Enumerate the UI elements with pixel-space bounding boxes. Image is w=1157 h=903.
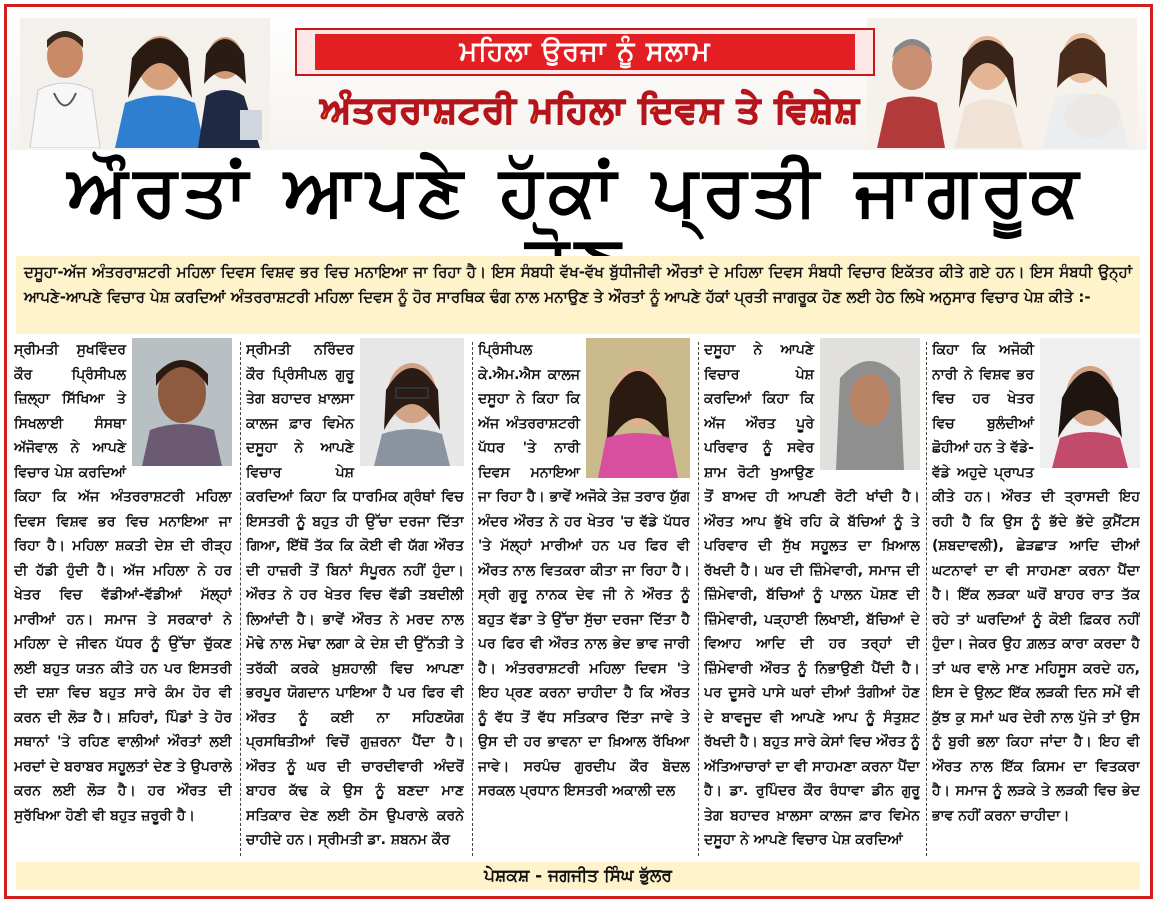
headline: ਔਰਤਾਂ ਆਪਣੇ ਹੱਕਾਂ ਪ੍ਰਤੀ ਜਾਗਰੂਕ bbox=[67, 150, 1085, 232]
column-1-text: ਸ੍ਰੀਮਤੀ ਸੁਖਵਿੰਦਰ ਕੌਰ ਪ੍ਰਿੰਸੀਪਲ ਜ਼ਿਲ੍ਹਾ ਸਿੱਖਿਆ ਤੇ ਸਿਖਲਾਈ ਸੰਸਥਾ ਅੱਜੋਵਾਲ ਨੇ ਆਪਣੇ ਵਿਚਾਰ ਪੇਸ਼ ਕਰਦਿਆਂ ਕਿਹਾ ਕਿ ਅੱਜ ਅੰਤਰਰਾਸ਼ਟਰੀ ਮਹਿਲਾ ਦਿਵਸ ਵਿਸ਼ਵ ਭਰ ਵਿਚ ਮਨਾਇਆ ਜਾ ਰਿਹਾ ਹੈ। ਮਹਿਲਾ ਸ਼ਕਤੀ ਦੇਸ਼ ਦੀ ਰੀੜ੍ਹ ਦੀ ਹੱਡੀ ਹੁੰਦੀ ਹੈ। ਅੱਜ ਮਹਿਲਾ ਨੇ ਹਰ ਖੇਤਰ ਵਿਚ ਵੱਡੀਆਂ-ਵੱਡੀਆਂ ਮੱਲ੍ਹਾਂ ਮਾਰੀਆਂ ਹਨ। ਸਮਾਜ ਤੇ ਸਰਕਾਰਾਂ ਨੇ ਮਹਿਲਾ ਦੇ ਜੀਵਨ ਪੱਧਰ ਨੂੰ ਉੱਚਾ ਚੁੱਕਣ ਲਈ ਬਹੁਤ ਯਤਨ ਕੀਤੇ ਹਨ ਪਰ ਇਸਤਰੀ ਦੀ ਦਸ਼ਾ ਵਿਚ ਬਹੁਤ ਸਾਰੇ ਕੰਮ ਹੋਰ ਵੀ ਕਰਨ ਦੀ ਲੋੜ ਹੈ। ਸ਼ਹਿਰਾਂ, ਪਿੰਡਾਂ ਤੇ ਹੋਰ ਸਥਾਨਾਂ 'ਤੇ ਰਹਿਣ ਵਾਲੀਆਂ ਔਰਤਾਂ ਲਈ ਮਰਦਾਂ ਦੇ ਬਰਾਬਰ ਸਹੂਲਤਾਂ ਦੇਣ ਤੇ ਉਪਰਾਲੇ ਕਰਨ ਲਈ ਲੋੜ ਹੈ। ਹਰ ਔਰਤ ਦੀ ਸੁਰੱਖਿਆ ਹੋਣੀ ਵੀ ਬਹੁਤ ਜ਼ਰੂਰੀ ਹੈ। bbox=[14, 342, 232, 824]
portrait-photo bbox=[586, 338, 690, 478]
column-5-text: ਕਿਹਾ ਕਿ ਅਜੋਕੀ ਨਾਰੀ ਨੇ ਵਿਸ਼ਵ ਭਰ ਵਿਚ ਹਰ ਖੇਤਰ ਵਿਚ ਬੁਲੰਦੀਆਂ ਛੋਹੀਆਂ ਹਨ ਤੇ ਵੱਡੇ-ਵੱਡੇ ਅਹੁਦੇ ਪ੍ਰਾਪਤ ਕੀਤੇ ਹਨ। ਔਰਤ ਦੀ ਤ੍ਰਾਸਦੀ ਇਹ ਰਹੀ ਹੈ ਕਿ ਉਸ ਨੂੰ ਭੱਦੇ ਭੱਦੇ ਕੁਮੈਂਟਸ (ਸ਼ਬਦਾਵਲੀ), ਛੇੜਛਾੜ ਆਦਿ ਦੀਆਂ ਘਟਨਾਵਾਂ ਦਾ ਵੀ ਸਾਹਮਣਾ ਕਰਨਾ ਪੈਂਦਾ ਹੈ। ਇੱਕ ਲੜਕਾ ਘਰੋਂ ਬਾਹਰ ਰਾਤ ਤੱਕ ਰਹੇ ਤਾਂ ਘਰਦਿਆਂ ਨੂੰ ਕੋਈ ਫ਼ਿਕਰ ਨਹੀਂ ਹੁੰਦਾ। ਜੇਕਰ ਉਹ ਗ਼ਲਤ ਕਾਰਾ ਕਰਦਾ ਹੈ ਤਾਂ ਘਰ ਵਾਲੇ ਮਾਣ ਮਹਿਸੂਸ ਕਰਦੇ ਹਨ, ਇਸ ਦੇ ਉਲਟ ਇੱਕ ਲੜਕੀ ਦਿਨ ਸਮੇਂ ਵੀ ਕੁੱਝ ਕੁ ਸਮਾਂ ਘਰ ਦੇਰੀ ਨਾਲ ਪੁੱਜੇ ਤਾਂ ਉਸ ਨੂੰ ਬੁਰੀ ਭਲਾ ਕਿਹਾ ਜਾਂਦਾ ਹੈ। ਇਹ ਵੀ ਔਰਤ ਨਾਲ ਇੱਕ ਕਿਸਮ ਦਾ ਵਿਤਕਰਾ ਹੈ। ਸਮਾਜ ਨੂੰ ਲੜਕੇ ਤੇ ਲੜਕੀ ਵਿਚ ਭੇਦ ਭਾਵ ਨਹੀਂ ਕਰਨਾ ਚਾਹੀਦਾ। bbox=[932, 342, 1140, 824]
banner-title-box bbox=[295, 28, 875, 76]
article-columns bbox=[14, 338, 1140, 860]
banner-title: ਮਹਿਲਾ ਉਰਜਾ ਨੂੰ ਸਲਾਮ bbox=[315, 34, 855, 70]
portrait-photo bbox=[1040, 338, 1140, 468]
portrait-photo bbox=[820, 338, 920, 470]
column-divider bbox=[926, 342, 927, 856]
mother-baby-photo bbox=[867, 18, 1137, 148]
banner bbox=[10, 10, 1147, 150]
column-3 bbox=[478, 338, 690, 860]
column-3-text: ਪ੍ਰਿੰਸੀਪਲ ਕੇ.ਐਮ.ਐਸ ਕਾਲਜ ਦਸੂਹਾ ਨੇ ਕਿਹਾ ਕਿ ਅੱਜ ਅੰਤਰਰਾਸ਼ਟਰੀ ਪੱਧਰ 'ਤੇ ਨਾਰੀ ਦਿਵਸ ਮਨਾਇਆ ਜਾ ਰਿਹਾ ਹੈ। ਭਾਵੇਂ ਅਜੋਕੇ ਤੇਜ਼ ਤਰਾਰ ਯੁੱਗ ਅੰਦਰ ਔਰਤ ਨੇ ਹਰ ਖੇਤਰ 'ਚ ਵੱਡੇ ਪੱਧਰ 'ਤੇ ਮੱਲ੍ਹਾਂ ਮਾਰੀਆਂ ਹਨ ਪਰ ਫਿਰ ਵੀ ਔਰਤ ਨਾਲ ਵਿਤਕਰਾ ਕੀਤਾ ਜਾ ਰਿਹਾ ਹੈ। ਸ੍ਰੀ ਗੁਰੂ ਨਾਨਕ ਦੇਵ ਜੀ ਨੇ ਔਰਤ ਨੂੰ ਬਹੁਤ ਵੱਡਾ ਤੇ ਉੱਚਾ ਸੁੱਚਾ ਦਰਜਾ ਦਿੱਤਾ ਹੈ ਪਰ ਫਿਰ ਵੀ ਔਰਤ ਨਾਲ ਭੇਦ ਭਾਵ ਜਾਰੀ ਹੈ। ਅੰਤਰਰਾਸ਼ਟਰੀ ਮਹਿਲਾ ਦਿਵਸ 'ਤੇ ਇਹ ਪ੍ਰਣ ਕਰਨਾ ਚਾਹੀਦਾ ਹੈ ਕਿ ਔਰਤ ਨੂੰ ਵੱਧ ਤੋਂ ਵੱਧ ਸਤਿਕਾਰ ਦਿੱਤਾ ਜਾਵੇ ਤੇ ਉਸ ਦੀ ਹਰ ਭਾਵਨਾ ਦਾ ਖ਼ਿਆਲ ਰੱਖਿਆ ਜਾਵੇ। ਸਰਪੰਚ ਗੁਰਦੀਪ ਕੌਰ ਬੋਦਲ ਸਰਕਲ ਪ੍ਰਧਾਨ ਇਸਤਰੀ ਅਕਾਲੀ ਦਲ bbox=[478, 342, 690, 799]
portrait-photo bbox=[132, 338, 232, 466]
column-5 bbox=[932, 338, 1140, 860]
column-divider bbox=[472, 342, 473, 856]
portrait-photo bbox=[360, 338, 464, 466]
banner-subtitle: ਅੰਤਰਰਾਸ਼ਟਰੀ ਮਹਿਲਾ ਦਿਵਸ ਤੇ ਵਿਸ਼ੇਸ਼ bbox=[320, 90, 860, 131]
footer-credit: ਪੇਸ਼ਕਸ਼ - ਜਗਜੀਤ ਸਿੰਘ ਭੁੱਲਰ bbox=[16, 862, 1140, 890]
intro-paragraph: ਦਸੂਹਾ-ਅੱਜ ਅੰਤਰਰਾਸ਼ਟਰੀ ਮਹਿਲਾ ਦਿਵਸ ਵਿਸ਼ਵ ਭਰ ਵਿਚ ਮਨਾਇਆ ਜਾ ਰਿਹਾ ਹੈ। ਇਸ ਸੰਬਧੀ ਵੱਖ-ਵੱਖ ਬੁੱਧੀਜੀਵੀ ਔਰਤਾਂ ਦੇ ਮਹਿਲਾ ਦਿਵਸ ਸੰਬਧੀ ਵਿਚਾਰ ਇਕੱਤਰ ਕੀਤੇ ਗਏ ਹਨ। ਇਸ ਸੰਬਧੀ ਉਨ੍ਹਾਂ ਆਪਣੇ-ਆਪਣੇ ਵਿਚਾਰ ਪੇਸ਼ ਕਰਦਿਆਂ ਅੰਤਰਰਾਸ਼ਟਰੀ ਮਹਿਲਾ ਦਿਵਸ ਨੂੰ ਹੋਰ ਸਾਰਥਿਕ ਢੰਗ ਨਾਲ ਮਨਾਉਣ ਤੇ ਔਰਤਾਂ ਨੂੰ ਆਪਣੇ ਹੱਕਾਂ ਪ੍ਰਤੀ ਜਾਗਰੂਕ ਹੋਣ ਲਈ ਹੇਠ ਲਿਖੇ ਅਨੁਸਾਰ ਵਿਚਾਰ ਪੇਸ਼ ਕੀਤੇ :- bbox=[16, 256, 1140, 334]
column-1 bbox=[14, 338, 232, 860]
column-divider bbox=[698, 342, 699, 856]
column-4 bbox=[704, 338, 920, 860]
column-2-text: ਸ੍ਰੀਮਤੀ ਨਰਿੰਦਰ ਕੌਰ ਪ੍ਰਿੰਸੀਪਲ ਗੁਰੂ ਤੇਗ ਬਹਾਦਰ ਖ਼ਾਲਸਾ ਕਾਲਜ ਫ਼ਾਰ ਵਿਮੇਨ ਦਸੂਹਾ ਨੇ ਆਪਣੇ ਵਿਚਾਰ ਪੇਸ਼ ਕਰਦਿਆਂ ਕਿਹਾ ਕਿ ਧਾਰਮਿਕ ਗ੍ਰੰਥਾਂ ਵਿਚ ਇਸਤਰੀ ਨੂੰ ਬਹੁਤ ਹੀ ਉੱਚਾ ਦਰਜਾ ਦਿੱਤਾ ਗਿਆ, ਇੱਥੋਂ ਤੱਕ ਕਿ ਕੋਈ ਵੀ ਯੱਗ ਔਰਤ ਦੀ ਹਾਜ਼ਰੀ ਤੋਂ ਬਿਨਾਂ ਸੰਪੂਰਨ ਨਹੀਂ ਹੁੰਦਾ। ਔਰਤ ਨੇ ਹਰ ਖੇਤਰ ਵਿਚ ਵੱਡੀ ਤਬਦੀਲੀ ਲਿਆਂਦੀ ਹੈ। ਭਾਵੇਂ ਔਰਤ ਨੇ ਮਰਦ ਨਾਲ ਮੋਢੇ ਨਾਲ ਮੋਢਾ ਲਗਾ ਕੇ ਦੇਸ਼ ਦੀ ਉੱਨਤੀ ਤੇ ਤਰੱਕੀ ਕਰਕੇ ਖ਼ੁਸ਼ਹਾਲੀ ਵਿਚ ਆਪਣਾ ਭਰਪੂਰ ਯੋਗਦਾਨ ਪਾਇਆ ਹੈ ਪਰ ਫਿਰ ਵੀ ਔਰਤ ਨੂੰ ਕਈ ਨਾ ਸਹਿਣਯੋਗ ਪ੍ਰਸਥਿਤੀਆਂ ਵਿਚੋਂ ਗੁਜ਼ਰਨਾ ਪੈਂਦਾ ਹੈ। ਔਰਤ ਨੂੰ ਘਰ ਦੀ ਚਾਰਦੀਵਾਰੀ ਅੰਦਰੋਂ ਬਾਹਰ ਕੱਢ ਕੇ ਉਸ ਨੂੰ ਬਣਦਾ ਮਾਣ ਸਤਿਕਾਰ ਦੇਣ ਲਈ ਠੋਸ ਉਪਰਾਲੇ ਕਰਨੇ ਚਾਹੀਦੇ ਹਨ। ਸ੍ਰੀਮਤੀ ਡਾ. ਸ਼ਬਨਮ ਕੌਰ bbox=[246, 342, 464, 848]
women-professionals-photo bbox=[20, 18, 270, 148]
column-divider bbox=[240, 342, 241, 856]
column-4-text: ਦਸੂਹਾ ਨੇ ਆਪਣੇ ਵਿਚਾਰ ਪੇਸ਼ ਕਰਦਿਆਂ ਕਿਹਾ ਕਿ ਅੱਜ ਔਰਤ ਪੂਰੇ ਪਰਿਵਾਰ ਨੂੰ ਸਵੇਰ ਸ਼ਾਮ ਰੋਟੀ ਖੁਆਉਣ ਤੋਂ ਬਾਅਦ ਹੀ ਆਪਣੀ ਰੋਟੀ ਖਾਂਦੀ ਹੈ। ਔਰਤ ਆਪ ਭੁੱਖੇ ਰਹਿ ਕੇ ਬੱਚਿਆਂ ਨੂੰ ਤੇ ਪਰਿਵਾਰ ਦੀ ਸੁੱਖ ਸਹੂਲਤ ਦਾ ਖ਼ਿਆਲ ਰੱਖਦੀ ਹੈ। ਘਰ ਦੀ ਜ਼ਿੰਮੇਵਾਰੀ, ਸਮਾਜ ਦੀ ਜ਼ਿੰਮੇਵਾਰੀ, ਬੱਚਿਆਂ ਨੂੰ ਪਾਲਨ ਪੋਸ਼ਣ ਦੀ ਜ਼ਿੰਮੇਵਾਰੀ, ਪੜ੍ਹਾਈ ਲਿਖਾਈ, ਬੱਚਿਆਂ ਦੇ ਵਿਆਹ ਆਦਿ ਦੀ ਹਰ ਤਰ੍ਹਾਂ ਦੀ ਜ਼ਿੰਮੇਵਾਰੀ ਔਰਤ ਨੂੰ ਨਿਭਾਉਣੀ ਪੈਂਦੀ ਹੈ। ਪਰ ਦੂਸਰੇ ਪਾਸੇ ਘਰਾਂ ਦੀਆਂ ਤੰਗੀਆਂ ਹੋਣ ਦੇ ਬਾਵਜੂਦ ਵੀ ਆਪਣੇ ਆਪ ਨੂੰ ਸੰਤੁਸ਼ਟ ਰੱਖਦੀ ਹੈ। ਬਹੁਤ ਸਾਰੇ ਕੇਸਾਂ ਵਿਚ ਔਰਤ ਨੂੰ ਅੱਤਿਆਚਾਰਾਂ ਦਾ ਵੀ ਸਾਹਮਣਾ ਕਰਨਾ ਪੈਂਦਾ ਹੈ। ਡਾ. ਰੁਪਿੰਦਰ ਕੌਰ ਰੰਧਾਵਾ ਡੀਨ ਗੁਰੂ ਤੇਗ ਬਹਾਦਰ ਖ਼ਾਲਸਾ ਕਾਲਜ ਫ਼ਾਰ ਵਿਮੇਨ ਦਸੂਹਾ ਨੇ ਆਪਣੇ ਵਿਚਾਰ ਪੇਸ਼ ਕਰਦਿਆਂ bbox=[704, 342, 920, 848]
column-2 bbox=[246, 338, 464, 860]
